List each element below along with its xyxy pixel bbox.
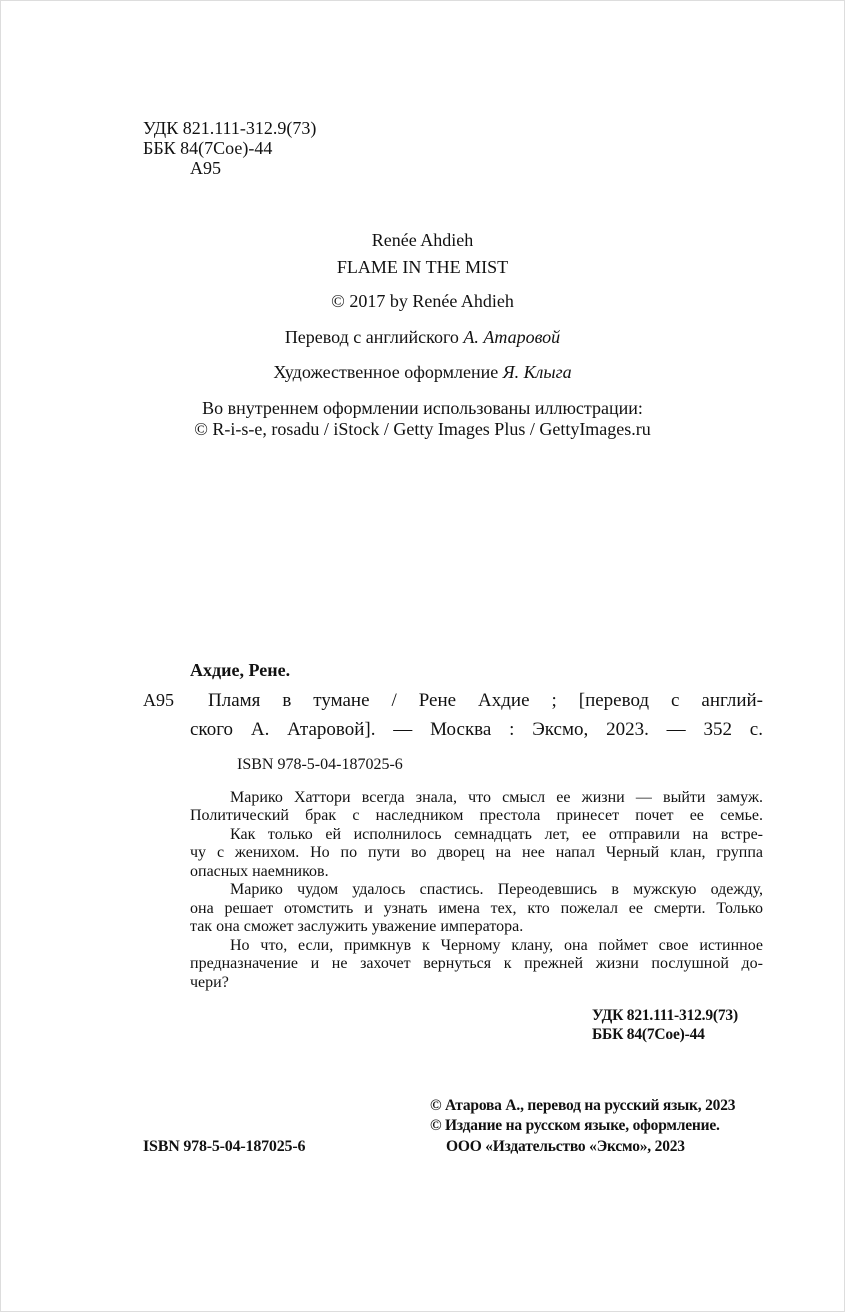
- annotation-line: чу с женихом. Но по пути во дворец на нее напал Черный клан, группа: [190, 844, 763, 861]
- isbn-bottom: ISBN 978-5-04-187025-6: [143, 1138, 306, 1155]
- bottom-udk: УДК 821.111-312.9(73): [592, 1007, 738, 1024]
- translation-label: Перевод с английского: [284, 327, 459, 347]
- design-label: Художественное оформление: [273, 362, 499, 382]
- original-copyright: © 2017 by Renée Ahdieh: [331, 291, 514, 311]
- copyright-edition: © Издание на русском языке, оформление.: [430, 1117, 720, 1134]
- design-credit: [0, 363, 845, 381]
- annotation-line: она решает отомстить и узнать имена тех, кто пожелал ее смерти. Только: [190, 900, 763, 917]
- catalog-line-2: ского А. Атаровой]. — Москва : Эксмо, 2023. — 352 с.: [190, 719, 763, 740]
- original-author: Renée Ahdieh: [371, 230, 474, 250]
- translator: А. Атаровой: [463, 327, 561, 347]
- bbk-code: ББК 84(7Сое)-44: [143, 138, 273, 158]
- catalog-heading: Ахдие, Рене.: [190, 660, 291, 680]
- annotation-line: Политический брак с наследником престола принесет почет ее семье.: [190, 807, 763, 824]
- copyright-translation: © Атарова А., перевод на русский язык, 2023: [430, 1097, 736, 1114]
- annotation-line: Марико чудом удалось спастись. Переодевшись в мужскую одежду,: [230, 881, 763, 898]
- annotation-line: Марико Хаттори всегда знала, что смысл ее жизни — выйти замуж.: [230, 789, 763, 806]
- annotation-line: так она сможет заслужить уважение императора.: [190, 918, 524, 935]
- annotation-line: Как только ей исполнилось семнадцать лет, ее отправили на встре-: [230, 826, 763, 843]
- annotation-line: опасных наемников.: [190, 863, 329, 880]
- annotation-line: предназначение и не захочет вернуться к прежней жизни послушной до-: [190, 955, 763, 972]
- illustrations-line-1: Во внутреннем оформлении использованы иллюстрации:: [202, 398, 643, 418]
- bottom-bbk: ББК 84(7Сое)-44: [592, 1026, 705, 1043]
- catalog-isbn: ISBN 978-5-04-187025-6: [237, 756, 403, 773]
- annotation-line: чери?: [190, 974, 229, 991]
- illustrations-line-2: © R-i-s-e, rosadu / iStock / Getty Images Plus / GettyImages.ru: [194, 419, 651, 439]
- copyright-publisher: ООО «Издательство «Эксмо», 2023: [446, 1138, 685, 1155]
- udk-code: УДК 821.111-312.9(73): [143, 118, 317, 138]
- annotation-line: Но что, если, примкнув к Черному клану, она поймет свое истинное: [230, 937, 763, 954]
- original-title: FLAME IN THE MIST: [336, 257, 509, 277]
- designer: Я. Клыга: [502, 362, 572, 382]
- catalog-mark: А95: [143, 690, 174, 710]
- translation-credit: [0, 328, 845, 346]
- author-mark: А95: [190, 158, 221, 178]
- catalog-line-1: Пламя в тумане / Рене Ахдие ; [перевод с англий-: [208, 690, 763, 711]
